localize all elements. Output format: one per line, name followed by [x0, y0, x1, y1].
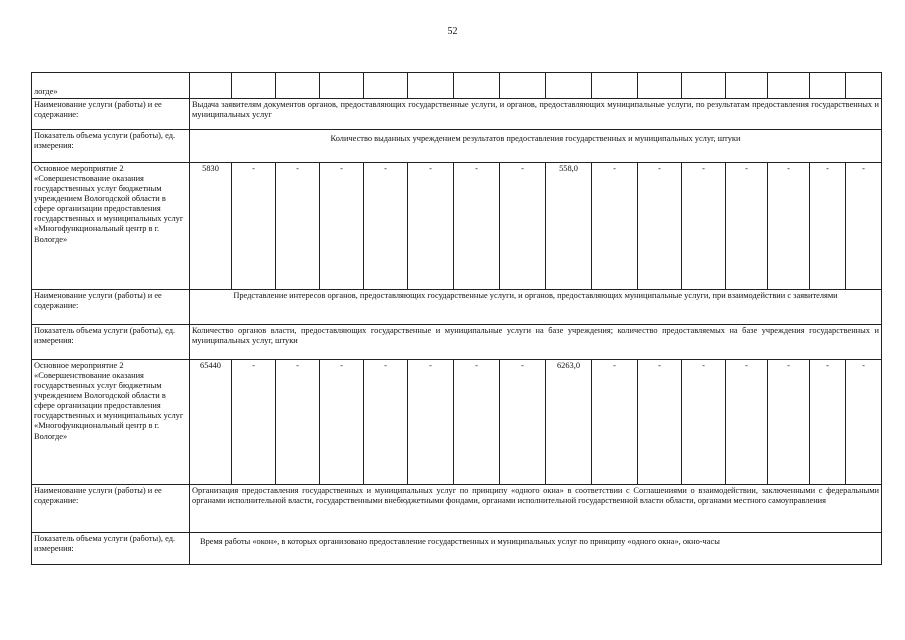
value-cell: 65440 — [190, 360, 232, 485]
table-cell — [320, 73, 364, 99]
value-cell: - — [810, 360, 846, 485]
table-cell — [638, 73, 682, 99]
value-cell: - — [364, 163, 408, 290]
value-cell: - — [846, 360, 882, 485]
table-cell — [592, 73, 638, 99]
indicator-label: Показатель объема услуги (работы), ед. измерения: — [32, 325, 190, 360]
value-cell: - — [810, 163, 846, 290]
value-cell: - — [768, 360, 810, 485]
page-number: 52 — [447, 26, 458, 37]
indicator-label: Показатель объема услуги (работы), ед. измерения: — [32, 130, 190, 163]
table-row — [32, 533, 882, 565]
value-cell: - — [500, 360, 546, 485]
services-table — [31, 72, 882, 565]
table-cell — [768, 73, 810, 99]
continuation-label: логде» — [32, 73, 190, 99]
value-cell: - — [408, 360, 454, 485]
value-cell: - — [500, 163, 546, 290]
value-cell: - — [232, 360, 276, 485]
service-name-label: Наименование услуги (работы) и ее содержание: — [32, 99, 190, 130]
table-cell — [682, 73, 726, 99]
table-cell — [276, 73, 320, 99]
table-cell — [500, 73, 546, 99]
value-cell: - — [682, 360, 726, 485]
table-cell — [454, 73, 500, 99]
indicator-label: Показатель объема услуги (работы), ед. измерения: — [32, 533, 190, 565]
value-cell: - — [276, 163, 320, 290]
value-cell: - — [726, 163, 768, 290]
table-cell — [810, 73, 846, 99]
value-cell: - — [408, 163, 454, 290]
service-name-label: Наименование услуги (работы) и ее содержание: — [32, 290, 190, 325]
table-row — [32, 485, 882, 533]
indicator-text: Количество выданных учреждением результатов предоставления государственных и муниципальных услуг, штуки — [190, 130, 882, 163]
table-cell — [232, 73, 276, 99]
table-cell — [726, 73, 768, 99]
service-name-text: Выдача заявителям документов органов, предоставляющих государственные услуги, и органов, предоставляющих муниципальные услуги, по результатам предоставления государственных и муниципальных услуг — [190, 99, 882, 130]
table-row — [32, 73, 882, 99]
value-cell: - — [846, 163, 882, 290]
value-cell: - — [232, 163, 276, 290]
value-cell: 558,0 — [546, 163, 592, 290]
service-name-text: Организация предоставления государственных и муниципальных услуг по принципу «одного окна» в соответствии с Соглашениями о взаимодействии, заключенными с федеральными органами исполнительной власти, государственными внебюджетными фондами, органами исполнительной государственной власти области, органами местного самоуправления — [190, 485, 882, 533]
value-cell: - — [638, 360, 682, 485]
value-cell: 6263,0 — [546, 360, 592, 485]
value-cell: - — [592, 163, 638, 290]
value-cell: - — [638, 163, 682, 290]
value-cell: - — [364, 360, 408, 485]
service-name-label: Наименование услуги (работы) и ее содержание: — [32, 485, 190, 533]
table-cell — [846, 73, 882, 99]
table-row — [32, 360, 882, 485]
value-cell: - — [276, 360, 320, 485]
measure-label: Основное мероприятие 2 «Совершенствование оказания государственных услуг бюджетным учреждением Вологодской области в сфере организации предоставления государственных и муниципальных услуг «Многофункциональный центр в г. Вологде» — [32, 163, 190, 290]
table-row — [32, 163, 882, 290]
indicator-text: Время работы «окон», в которых организовано предоставление государственных и муниципальных услуг по принципу «одного окна», окно-часы — [190, 533, 882, 565]
table-row — [32, 325, 882, 360]
value-cell: - — [454, 360, 500, 485]
service-name-text: Представление интересов органов, предоставляющих государственные услуги, и органов, предоставляющих муниципальные услуги, при взаимодействии с заявителями — [190, 290, 882, 325]
table-cell — [408, 73, 454, 99]
table-cell — [190, 73, 232, 99]
value-cell: - — [726, 360, 768, 485]
indicator-text: Количество органов власти, предоставляющих государственные и муниципальные услуги на базе учреждения; количество предоставляемых на базе учреждения государственных и муниципальных услуг, штуки — [190, 325, 882, 360]
table-row — [32, 130, 882, 163]
value-cell: - — [682, 163, 726, 290]
table-row — [32, 99, 882, 130]
value-cell: - — [592, 360, 638, 485]
table-row — [32, 290, 882, 325]
value-cell: 5830 — [190, 163, 232, 290]
value-cell: - — [454, 163, 500, 290]
value-cell: - — [768, 163, 810, 290]
table-cell — [364, 73, 408, 99]
value-cell: - — [320, 163, 364, 290]
value-cell: - — [320, 360, 364, 485]
measure-label: Основное мероприятие 2 «Совершенствование оказания государственных услуг бюджетным учреждением Вологодской области в сфере организации предоставления государственных и муниципальных услуг «Многофункциональный центр в г. Вологде» — [32, 360, 190, 485]
table-cell — [546, 73, 592, 99]
